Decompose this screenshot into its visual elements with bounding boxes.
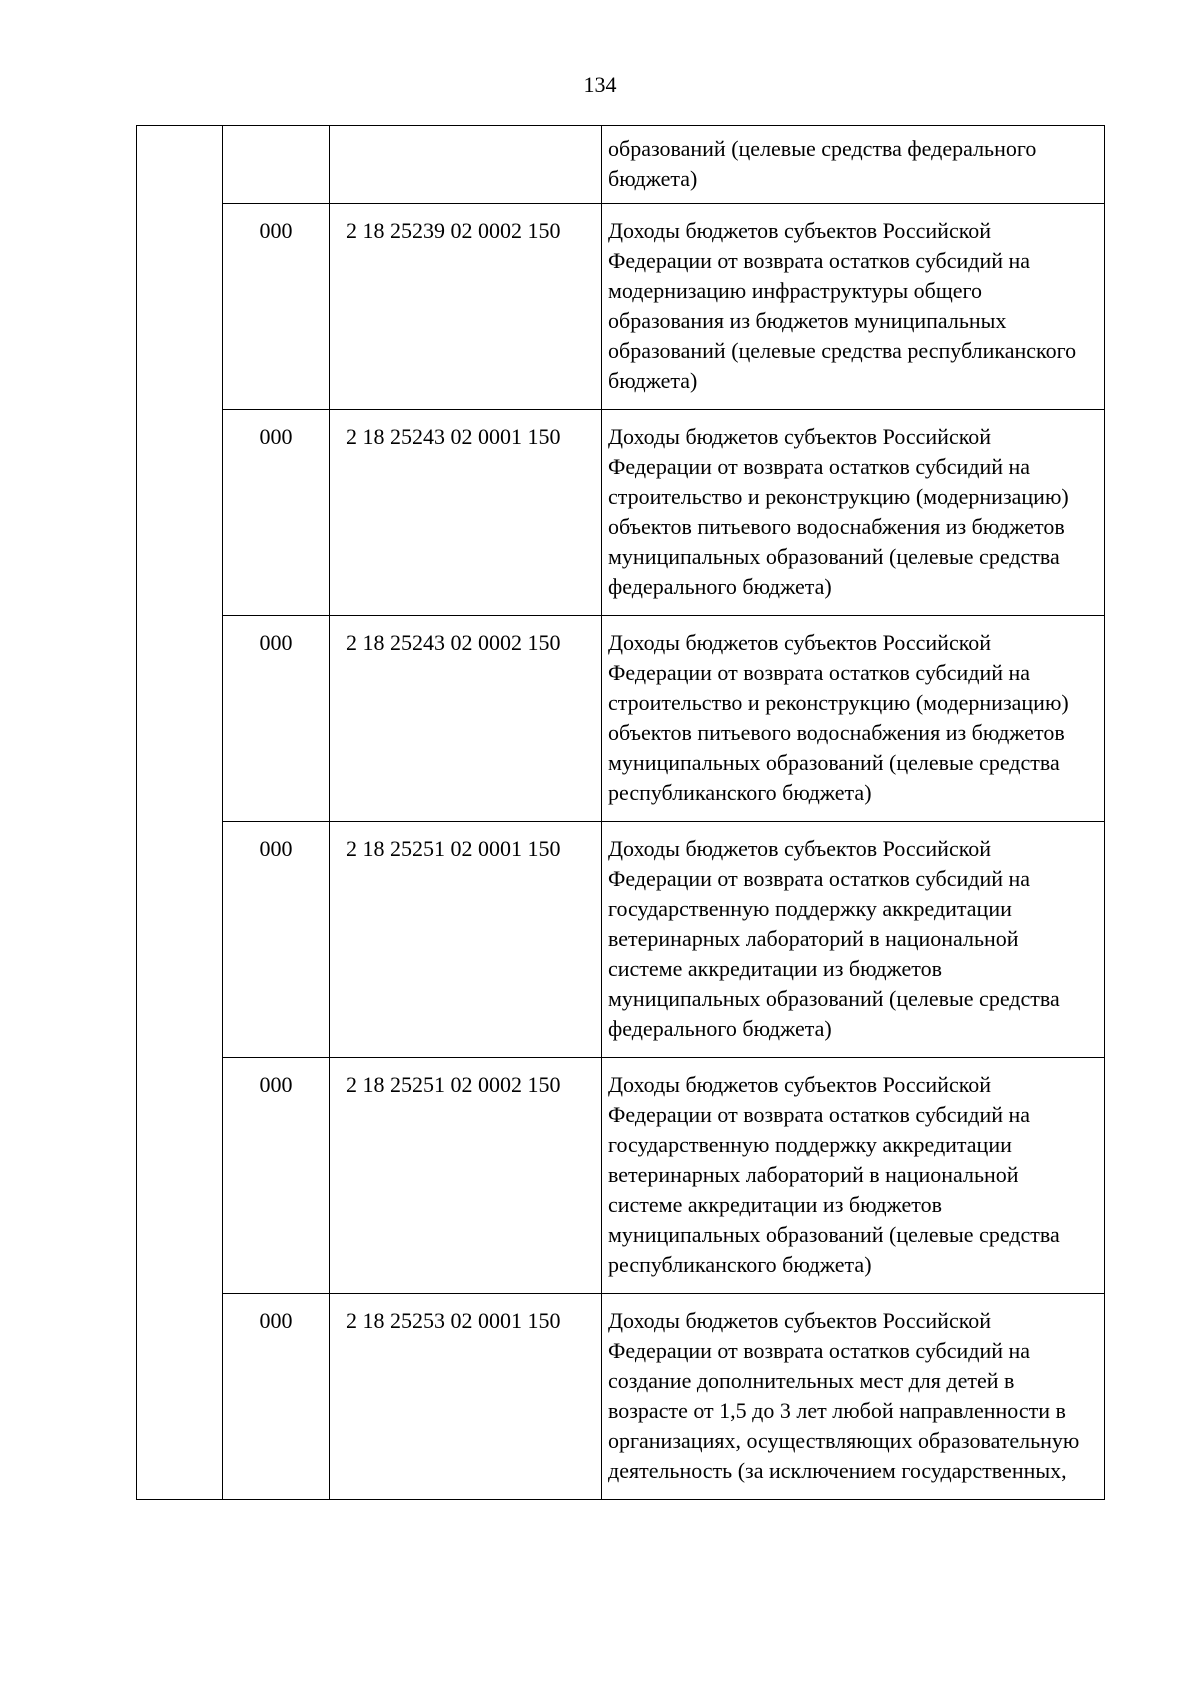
budget-code-cell: 2 18 25251 02 0002 150 (330, 1058, 602, 1294)
empty-cell (137, 204, 223, 410)
budget-code-cell (330, 126, 602, 204)
revenue-code-table (136, 125, 1105, 1500)
table-row (137, 616, 1105, 822)
admin-code-cell: 000 (223, 410, 330, 616)
budget-code-cell: 2 18 25253 02 0001 150 (330, 1294, 602, 1500)
description-cell: Доходы бюджетов субъектов Российской Федерации от возврата остатков субсидий на государственную поддержку аккредитации ветеринарных лабораторий в национальной системе аккредитации из бюджетов муниципальных образований (целевые средства федерального бюджета) (602, 822, 1105, 1058)
admin-code-cell: 000 (223, 204, 330, 410)
page-number: 134 (583, 72, 617, 97)
table-row (137, 1294, 1105, 1500)
budget-code-cell: 2 18 25243 02 0002 150 (330, 616, 602, 822)
description-cell: Доходы бюджетов субъектов Российской Федерации от возврата остатков субсидий на строительство и реконструкцию (модернизацию) объектов питьевого водоснабжения из бюджетов муниципальных образований (целевые средства федерального бюджета) (602, 410, 1105, 616)
description-cell: Доходы бюджетов субъектов Российской Федерации от возврата остатков субсидий на модернизацию инфраструктуры общего образования из бюджетов муниципальных образований (целевые средства республиканского бюджета) (602, 204, 1105, 410)
table-row (137, 822, 1105, 1058)
budget-code-cell: 2 18 25243 02 0001 150 (330, 410, 602, 616)
table-row (137, 1058, 1105, 1294)
budget-code-cell: 2 18 25251 02 0001 150 (330, 822, 602, 1058)
empty-cell (137, 126, 223, 204)
description-cell: Доходы бюджетов субъектов Российской Федерации от возврата остатков субсидий на государственную поддержку аккредитации ветеринарных лабораторий в национальной системе аккредитации из бюджетов муниципальных образований (целевые средства республиканского бюджета) (602, 1058, 1105, 1294)
admin-code-cell: 000 (223, 1058, 330, 1294)
admin-code-cell: 000 (223, 1294, 330, 1500)
admin-code-cell (223, 126, 330, 204)
description-cell: образований (целевые средства федерального бюджета) (602, 126, 1105, 204)
empty-cell (137, 1058, 223, 1294)
empty-cell (137, 1294, 223, 1500)
table-row (137, 410, 1105, 616)
description-cell: Доходы бюджетов субъектов Российской Федерации от возврата остатков субсидий на строительство и реконструкцию (модернизацию) объектов питьевого водоснабжения из бюджетов муниципальных образований (целевые средства республиканского бюджета) (602, 616, 1105, 822)
budget-code-cell: 2 18 25239 02 0002 150 (330, 204, 602, 410)
admin-code-cell: 000 (223, 616, 330, 822)
description-cell: Доходы бюджетов субъектов Российской Федерации от возврата остатков субсидий на создание дополнительных мест для детей в возрасте от 1,5 до 3 лет любой направленности в организациях, осуществляющих образовательную деятельность (за исключением государственных, (602, 1294, 1105, 1500)
empty-cell (137, 822, 223, 1058)
empty-cell (137, 616, 223, 822)
admin-code-cell: 000 (223, 822, 330, 1058)
table-row (137, 126, 1105, 204)
table-row (137, 204, 1105, 410)
empty-cell (137, 410, 223, 616)
